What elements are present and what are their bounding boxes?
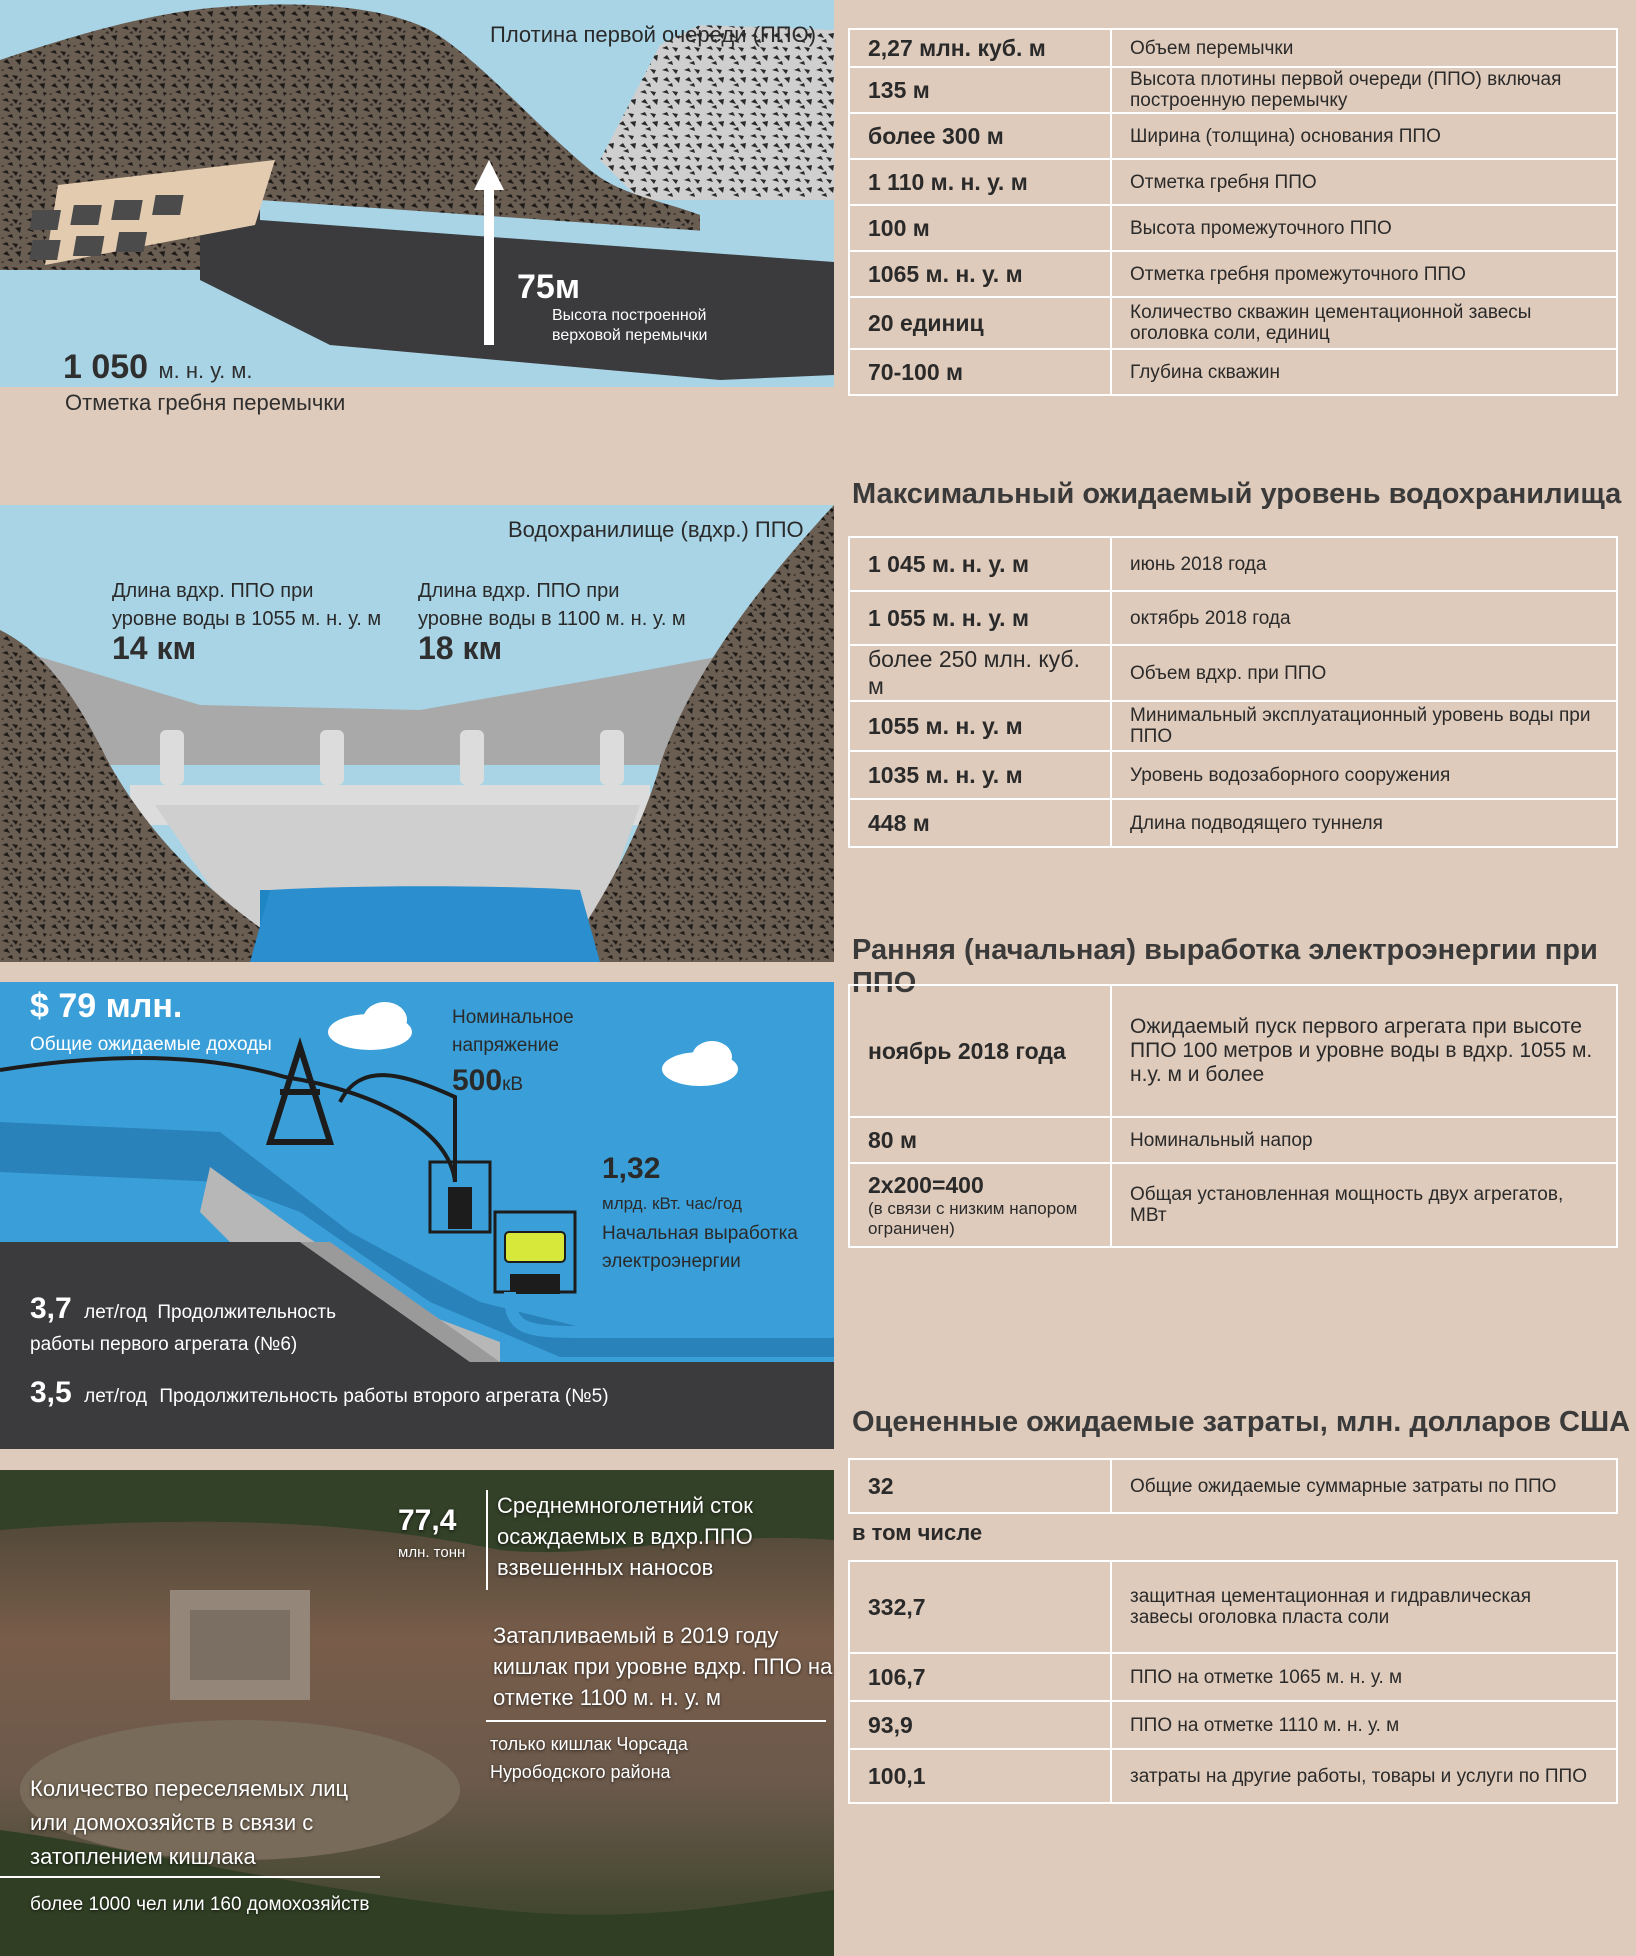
u2-desc: Продолжительность работы второго агрегата (№5) <box>159 1386 609 1407</box>
table-row: 448 м Длина подводящего туннеля <box>849 799 1617 847</box>
costs-breakdown-table <box>848 1560 1618 1804</box>
u1-unit: лет/год <box>84 1302 147 1323</box>
perem-height-value: 75м <box>517 268 580 306</box>
resettle-desc: Количество переселяемых лиц или домохозяйств в связи с затоплением кишлака <box>30 1776 349 1869</box>
len2-desc: Длина вдхр. ППО при уровне воды в 1100 м. н. у. м <box>418 580 686 630</box>
flooded-note: только кишлак Чорсада Нурободского района <box>490 1734 688 1782</box>
voltage-unit: кВ <box>502 1074 524 1095</box>
capacity-note: (в связи с низким напором ограничен) <box>868 1198 1078 1238</box>
sediment-value: 77,4 <box>398 1504 457 1537</box>
table-row: более 250 млн. куб. м Объем вдхр. при ППО <box>849 645 1617 701</box>
divider <box>486 1720 826 1722</box>
table-row: 1055 м. н. у. м Минимальный эксплуатационный уровень воды при ППО <box>849 701 1617 751</box>
divider <box>486 1490 488 1590</box>
costs-total-table <box>848 1458 1618 1514</box>
table-row: 332,7 защитная цементационная и гидравлическая завесы оголовка пласта соли <box>849 1561 1617 1653</box>
divider <box>0 1876 380 1878</box>
section-title-costs: Оцененные ожидаемые затраты, млн. долларов США <box>852 1406 1631 1438</box>
unit2-duration <box>30 1376 609 1410</box>
table-row: 1 110 м. н. у. м Отметка гребня ППО <box>849 159 1617 205</box>
reservoir-illustration <box>0 505 834 962</box>
dam-panel <box>0 0 834 415</box>
table-row: 2x200=400 (в связи с низким напором ограничен) Общая установленная мощность двух агрегатов, МВт <box>849 1163 1617 1247</box>
including-label: в том числе <box>852 1520 983 1545</box>
table-row: 93,9 ППО на отметке 1110 м. н. у. м <box>849 1701 1617 1749</box>
u1-desc-a: Продолжительность <box>157 1302 336 1323</box>
table-row: 80 м Номинальный напор <box>849 1117 1617 1163</box>
sediment-desc: Среднемноголетний сток осаждаемых в вдхр.ППО взвешенных наносов <box>497 1493 753 1580</box>
table-row: ноябрь 2018 года Ожидаемый пуск первого агрегата при высоте ППО 100 метров и уровне воды в вдхр. 1055 м. н.у. м и более <box>849 985 1617 1117</box>
output-value: 1,32 <box>602 1152 661 1185</box>
table-row: 106,7 ППО на отметке 1065 м. н. у. м <box>849 1653 1617 1701</box>
photo-panel <box>0 1470 834 1956</box>
u1-desc-b: работы первого агрегата (№6) <box>30 1334 298 1355</box>
table-row: 100 м Высота промежуточного ППО <box>849 205 1617 251</box>
reservoir-table <box>848 536 1618 848</box>
voltage <box>452 1064 523 1098</box>
table-row: 1 055 м. н. у. м октябрь 2018 года <box>849 591 1617 645</box>
panel-title: Водохранилище (вдхр.) ППО <box>508 517 804 542</box>
energy-panel <box>0 982 834 1449</box>
dam-specs-table <box>848 28 1618 396</box>
crest-desc: Отметка гребня перемычки <box>65 390 346 415</box>
len1-value: 14 км <box>112 630 197 666</box>
crest-value: 1 050 <box>63 348 149 386</box>
output-desc: Начальная выработка электроэнергии <box>602 1223 798 1272</box>
crest-unit: м. н. у. м. <box>158 358 253 383</box>
flooded-desc: Затапливаемый в 2019 году кишлак при уровне вдхр. ППО на отметке 1100 м. н. у. м <box>493 1623 833 1710</box>
crest-elevation <box>63 348 253 387</box>
table-row: 1065 м. н. у. м Отметка гребня промежуточного ППО <box>849 251 1617 297</box>
unit1-duration <box>30 1292 336 1326</box>
len1-desc: Длина вдхр. ППО при уровне воды в 1055 м. н. у. м <box>112 580 382 630</box>
resettle-value: более 1000 чел или 160 домохозяйств <box>30 1894 370 1915</box>
energy-table <box>848 984 1618 1248</box>
voltage-value: 500 <box>452 1064 503 1097</box>
revenue-value: $ 79 млн. <box>30 987 183 1025</box>
u1-value: 3,7 <box>30 1292 72 1325</box>
table-row: 100,1 затраты на другие работы, товары и услуги по ППО <box>849 1749 1617 1803</box>
revenue-desc: Общие ожидаемые доходы <box>30 1034 272 1055</box>
table-row: 70-100 м Глубина скважин <box>849 349 1617 395</box>
table-row: 32 Общие ожидаемые суммарные затраты по ППО <box>849 1459 1617 1513</box>
table-row: 1035 м. н. у. м Уровень водозаборного сооружения <box>849 751 1617 799</box>
table-row: 135 м Высота плотины первой очереди (ППО) включая построенную перемычку <box>849 67 1617 113</box>
output-unit: млрд. кВт. час/год <box>602 1194 742 1213</box>
table-row: 20 единиц Количество скважин цементационной завесы оголовка соли, единиц <box>849 297 1617 349</box>
capacity-value: 2x200=400 <box>868 1171 984 1198</box>
reservoir-panel <box>0 505 834 962</box>
u2-value: 3,5 <box>30 1376 72 1409</box>
table-row: 2,27 млн. куб. м Объем перемычки <box>849 29 1617 67</box>
section-title-energy: Ранняя (начальная) выработка электроэнергии при ППО <box>852 934 1598 999</box>
sediment-unit: млн. тонн <box>398 1544 466 1561</box>
table-row: 1 045 м. н. у. м июнь 2018 года <box>849 537 1617 591</box>
table-row: более 300 м Ширина (толщина) основания ППО <box>849 113 1617 159</box>
section-title-reservoir: Максимальный ожидаемый уровень водохранилища <box>852 478 1622 510</box>
len2-value: 18 км <box>418 630 503 666</box>
u2-unit: лет/год <box>84 1386 147 1407</box>
panel-title: Плотина первой очереди (ППО) <box>490 22 817 47</box>
perem-height-desc: Высота построенной верховой перемычки <box>552 307 708 344</box>
voltage-desc: Номинальное напряжение <box>452 1007 574 1056</box>
